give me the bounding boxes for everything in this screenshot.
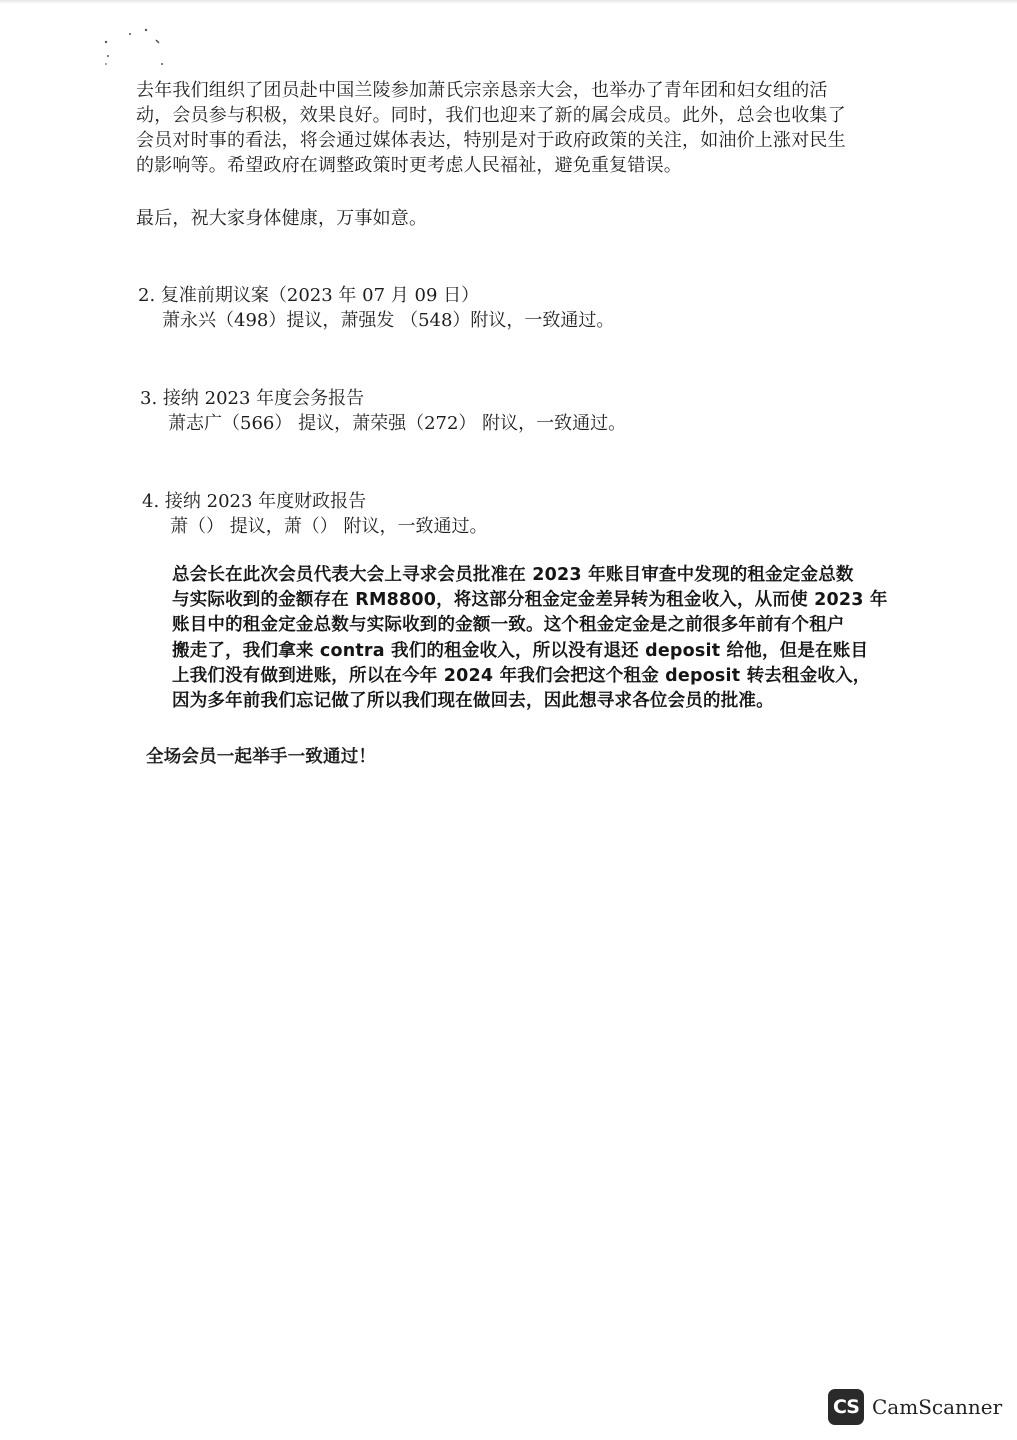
agenda-item-2 bbox=[138, 283, 614, 333]
scan-specks bbox=[100, 26, 170, 70]
closing-wishes bbox=[136, 206, 427, 231]
president-line: 与实际收到的金额存在 RM8800，将这部分租金定金差异转为租金收入，从而使 2023 年 bbox=[172, 590, 888, 611]
agenda-item-title: 3. 接纳 2023 年度会务报告 bbox=[140, 388, 365, 409]
intro-line: 会员对时事的看法，将会通过媒体表达，特别是对于政府政策的关注，如油价上涨对民生 bbox=[136, 130, 846, 151]
president-line: 因为多年前我们忘记做了所以我们现在做回去，因此想寻求各位会员的批准。 bbox=[172, 690, 774, 711]
agenda-item-motion: 萧永兴（498）提议，萧强发 （548）附议，一致通过。 bbox=[162, 310, 615, 331]
agenda-item-3 bbox=[140, 386, 626, 436]
scan-edge-shadow bbox=[0, 0, 1017, 4]
agenda-item-motion: 萧志广（566） 提议，萧荣强（272） 附议，一致通过。 bbox=[168, 413, 627, 434]
closing-line: 最后，祝大家身体健康，万事如意。 bbox=[136, 208, 428, 229]
agenda-item-title: 2. 复准前期议案（2023 年 07 月 09 日） bbox=[138, 285, 480, 306]
president-line: 上我们没有做到进账，所以在今年 2024 年我们会把这个租金 deposit 转去租金收入， bbox=[172, 665, 871, 686]
president-line: 账目中的租金定金总数与实际收到的金额一致。这个租金定金是之前很多年前有个租户 bbox=[172, 615, 845, 636]
agenda-item-4 bbox=[142, 489, 487, 539]
camscanner-watermark bbox=[828, 1388, 1002, 1426]
intro-paragraph bbox=[136, 78, 846, 178]
agenda-item-title: 4. 接纳 2023 年度财政报告 bbox=[142, 491, 367, 512]
president-request-paragraph bbox=[172, 563, 888, 714]
president-line: 搬走了，我们拿来 contra 我们的租金收入，所以没有退还 deposit 给他，但是在账目 bbox=[172, 640, 869, 661]
camscanner-brand: CamScanner bbox=[872, 1395, 1003, 1419]
intro-line: 动，会员参与积极，效果良好。同时，我们也迎来了新的属会成员。此外，总会也收集了 bbox=[136, 105, 846, 126]
intro-line: 去年我们组织了团员赴中国兰陵参加萧氏宗亲恳亲大会，也举办了青年团和妇女组的活 bbox=[136, 80, 828, 101]
agenda-item-motion: 萧（） 提议，萧（） 附议，一致通过。 bbox=[170, 516, 488, 537]
final-resolution bbox=[146, 745, 376, 770]
camscanner-logo-icon: CS bbox=[828, 1389, 864, 1425]
final-line: 全场会员一起举手一致通过！ bbox=[146, 747, 377, 767]
intro-line: 的影响等。希望政府在调整政策时更考虑人民福祉，避免重复错误。 bbox=[136, 155, 682, 176]
president-line: 总会长在此次会员代表大会上寻求会员批准在 2023 年账目审查中发现的租金定金总数 bbox=[172, 565, 854, 585]
